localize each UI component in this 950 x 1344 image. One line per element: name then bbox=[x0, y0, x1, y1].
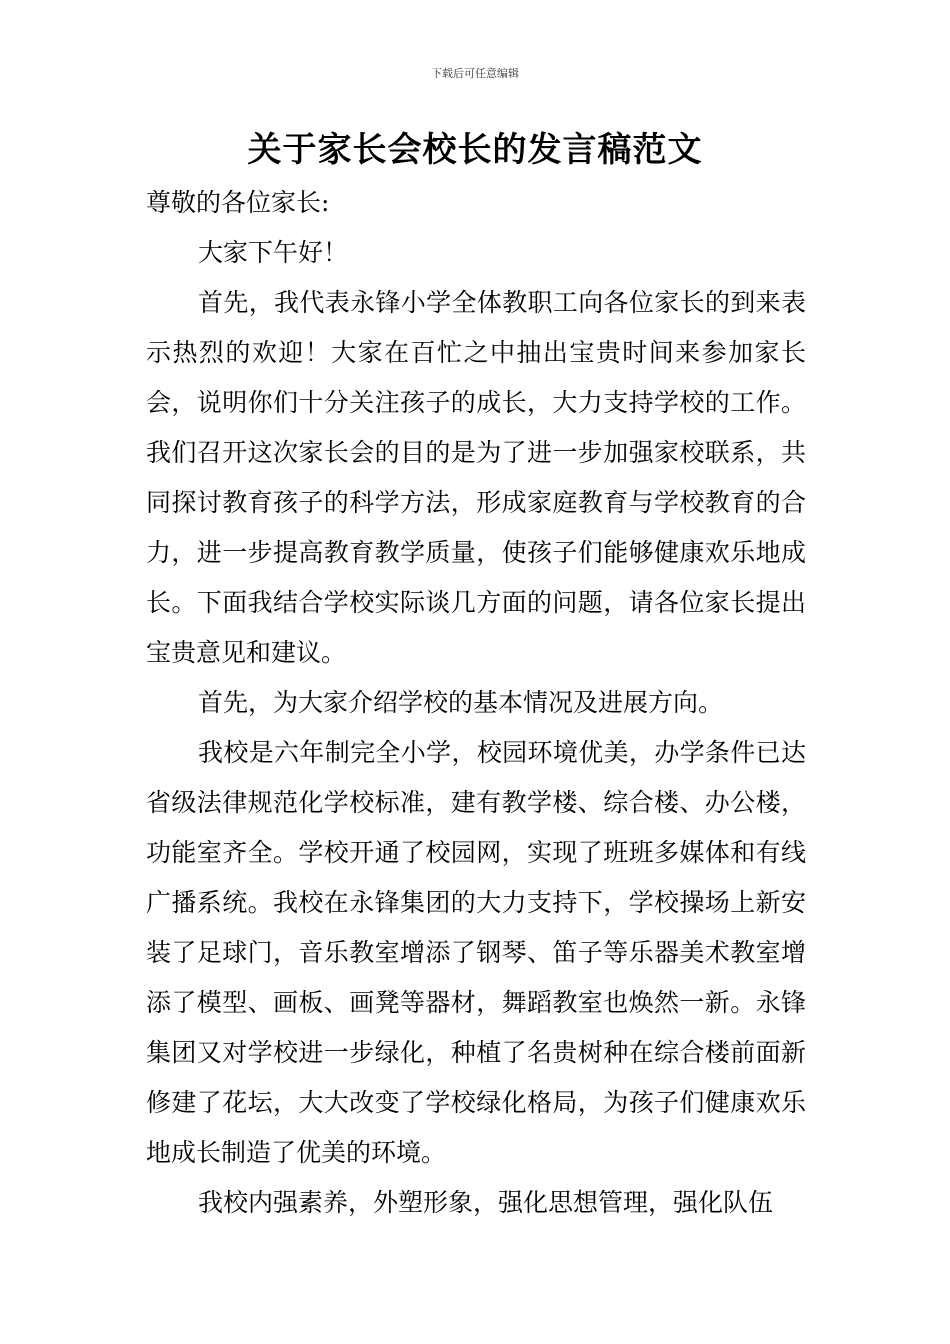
document-body bbox=[146, 178, 806, 1228]
paragraph-intro: 首先，我代表永锋小学全体教职工向各位家长的到来表示热烈的欢迎！大家在百忙之中抽出宝贵时间来参加家长会，说明你们十分关注孩子的成长，大力支持学校的工作。我们召开这次家长会的目的是为了进一步加强家校联系，共同探讨教育孩子的科学方法，形成家庭教育与学校教育的合力，进一步提高教育教学质量，使孩子们能够健康欢乐地成长。下面我结合学校实际谈几方面的问题，请各位家长提出宝贵意见和建议。 bbox=[146, 288, 806, 667]
greeting: 大家下午好！ bbox=[198, 238, 349, 267]
paragraph-school-management: 我校内强素养，外塑形象，强化思想管理，强化队伍 bbox=[198, 1188, 774, 1217]
salutation: 尊敬的各位家长: bbox=[146, 188, 330, 217]
paragraph-school-overview-heading: 首先，为大家介绍学校的基本情况及进展方向。 bbox=[198, 688, 724, 717]
document-title: 关于家长会校长的发言稿范文 bbox=[247, 130, 703, 170]
paragraph-school-facilities: 我校是六年制完全小学，校园环境优美，办学条件已达省级法律规范化学校标准，建有教学楼、综合楼、办公楼，功能室齐全。学校开通了校园网，实现了班班多媒体和有线广播系统。我校在永锋集团的大力支持下，学校操场上新安装了足球门，音乐教室增添了钢琴、笛子等乐器美术教室增添了模型、画板、画凳等器材，舞蹈教室也焕然一新。永锋集团又对学校进一步绿化，种植了名贵树种在综合楼前面新修建了花坛，大大改变了学校绿化格局，为孩子们健康欢乐地成长制造了优美的环境。 bbox=[146, 738, 806, 1167]
header-note: 下载后可任意编辑 bbox=[431, 67, 519, 80]
